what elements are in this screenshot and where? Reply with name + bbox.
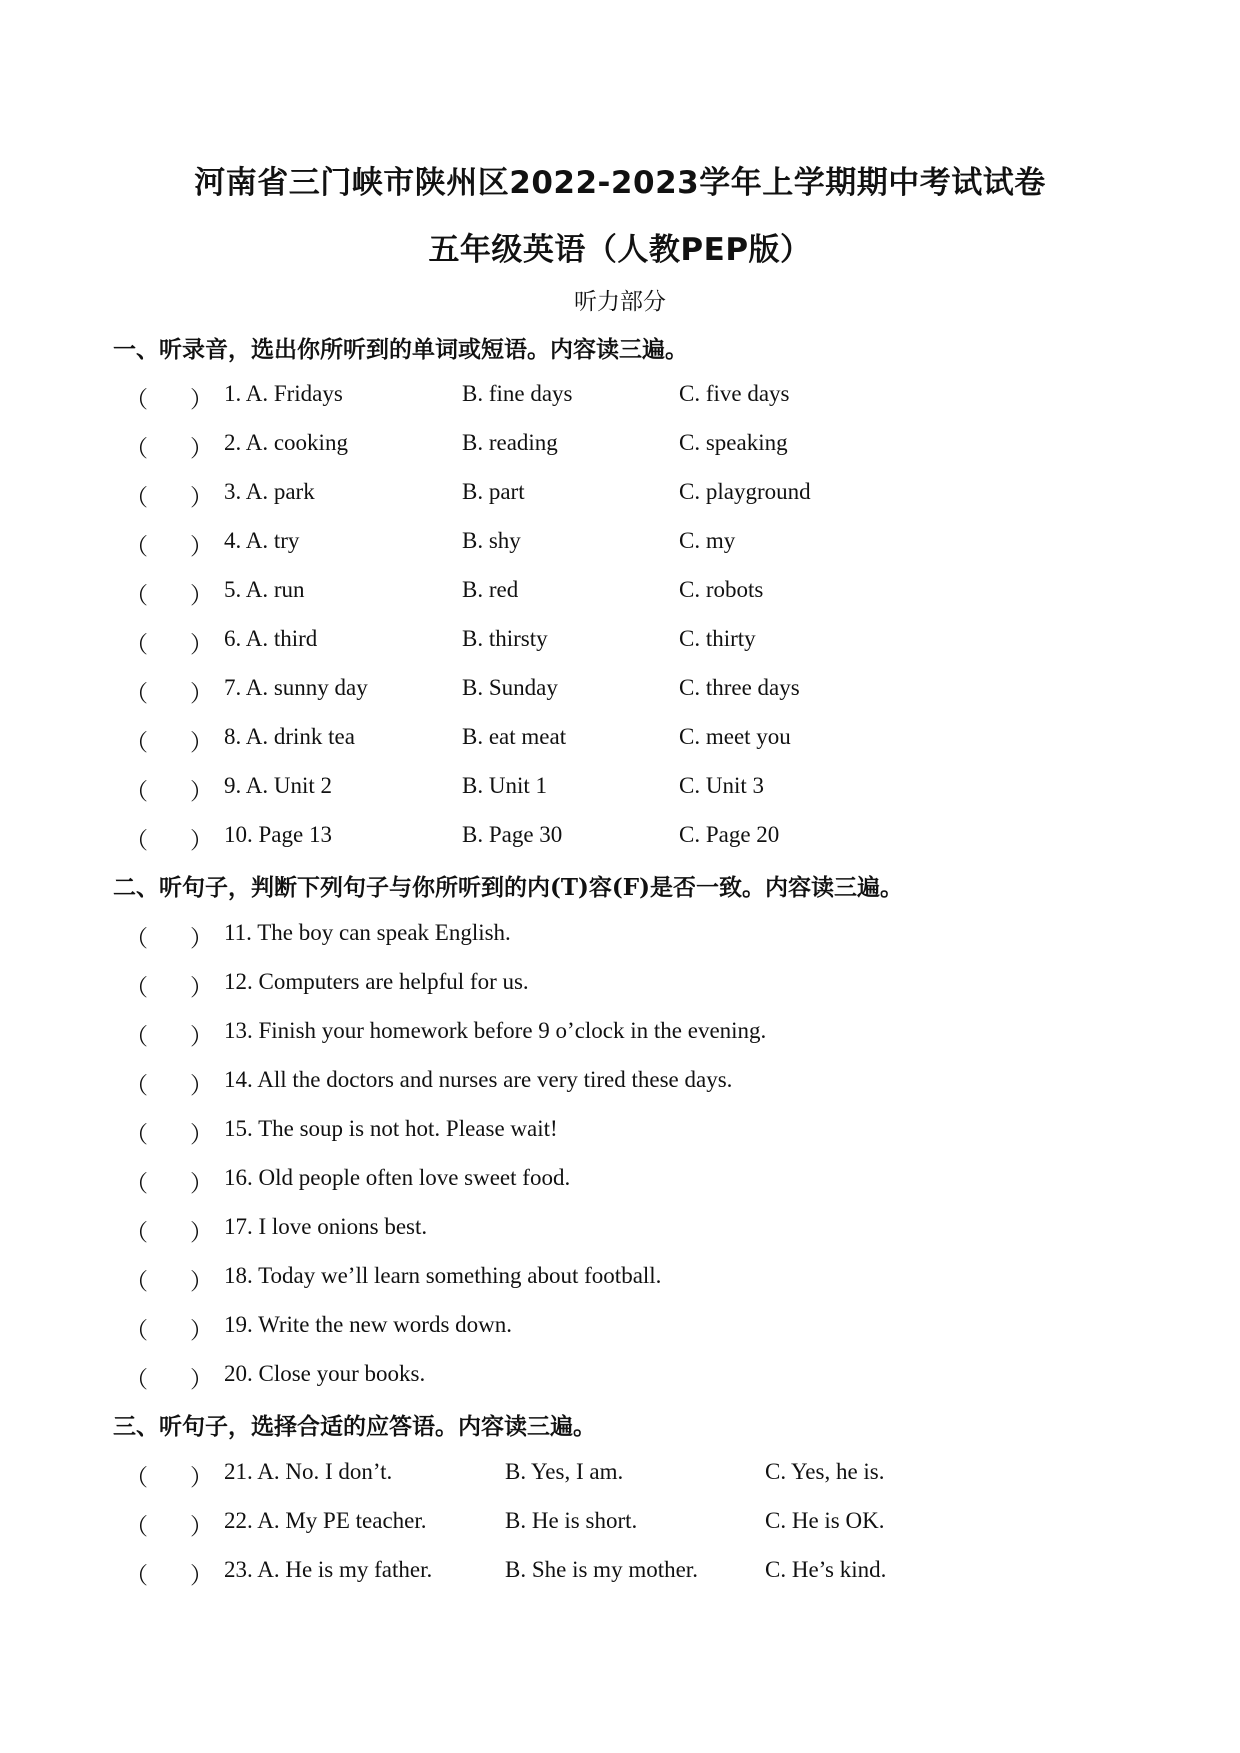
answer-paren-left: （ [125, 1367, 148, 1392]
answer-paren-right: ） [190, 1220, 213, 1245]
answer-paren-left: （ [125, 1514, 148, 1539]
question-row-4 [0, 528, 1240, 568]
statement-text: 14. All the doctors and nurses are very tired these days. [224, 1067, 733, 1092]
statement-text: 19. Write the new words down. [224, 1312, 513, 1337]
answer-paren-right: ） [190, 534, 213, 559]
answer-paren-left: （ [125, 485, 148, 510]
answer-paren-right: ） [190, 387, 213, 412]
statement-text: 12. Computers are helpful for us. [224, 969, 529, 994]
statement-text: 17. I love onions best. [224, 1214, 428, 1239]
statement-row-11 [0, 920, 1240, 960]
answer-paren-right: ） [190, 632, 213, 657]
question-row-9 [0, 773, 1240, 813]
answer-paren-left: （ [125, 1318, 148, 1343]
option-a: 10. Page 13 [224, 822, 332, 847]
answer-paren-left: （ [125, 632, 148, 657]
statement-row-13 [0, 1018, 1240, 1058]
option-c: C. speaking [679, 430, 788, 455]
statement-row-20 [0, 1361, 1240, 1401]
option-b: B. Page 30 [462, 822, 563, 847]
answer-paren-left: （ [125, 1220, 148, 1245]
option-a: 23. A. He is my father. [224, 1557, 433, 1582]
answer-paren-right: ） [190, 779, 213, 804]
option-c: C. He is OK. [765, 1508, 885, 1533]
answer-paren-left: （ [125, 436, 148, 461]
answer-paren-right: ） [190, 1024, 213, 1049]
statement-row-15 [0, 1116, 1240, 1156]
option-c: C. playground [679, 479, 811, 504]
answer-paren-right: ） [190, 1563, 213, 1588]
option-c: C. Page 20 [679, 822, 780, 847]
option-c: C. robots [679, 577, 764, 602]
option-b: B. Sunday [462, 675, 558, 700]
option-c: C. five days [679, 381, 790, 406]
option-b: B. reading [462, 430, 558, 455]
option-a: 9. A. Unit 2 [224, 773, 332, 798]
question-row-23 [0, 1557, 1240, 1597]
answer-paren-right: ） [190, 1465, 213, 1490]
question-row-21 [0, 1459, 1240, 1499]
answer-paren-right: ） [190, 436, 213, 461]
option-a: 21. A. No. I don’t. [224, 1459, 393, 1484]
section-2-heading: 二、听句子，判断下列句子与你所听到的内(T)容(F)是否一致。内容读三遍。 [113, 874, 903, 901]
option-a: 7. A. sunny day [224, 675, 368, 700]
section-1-heading: 一、听录音，选出你所听到的单词或短语。内容读三遍。 [113, 336, 688, 363]
question-row-10 [0, 822, 1240, 862]
option-a: 2. A. cooking [224, 430, 348, 455]
option-c: C. meet you [679, 724, 791, 749]
answer-paren-left: （ [125, 1171, 148, 1196]
question-row-6 [0, 626, 1240, 666]
option-a: 4. A. try [224, 528, 300, 553]
option-c: C. Yes, he is. [765, 1459, 885, 1484]
answer-paren-left: （ [125, 1465, 148, 1490]
answer-paren-left: （ [125, 1024, 148, 1049]
option-a: 8. A. drink tea [224, 724, 355, 749]
statement-row-16 [0, 1165, 1240, 1205]
answer-paren-right: ） [190, 730, 213, 755]
statement-text: 20. Close your books. [224, 1361, 426, 1386]
section-part-label: 听力部分 [574, 289, 666, 315]
answer-paren-right: ） [190, 485, 213, 510]
exam-subtitle-grade: 五年级英语（人教PEP版） [428, 232, 812, 268]
option-c: C. Unit 3 [679, 773, 764, 798]
option-a: 5. A. run [224, 577, 305, 602]
answer-paren-left: （ [125, 681, 148, 706]
statement-row-17 [0, 1214, 1240, 1254]
answer-paren-right: ） [190, 1171, 213, 1196]
answer-paren-right: ） [190, 1122, 213, 1147]
question-row-2 [0, 430, 1240, 470]
option-c: C. thirty [679, 626, 756, 651]
answer-paren-right: ） [190, 828, 213, 853]
answer-paren-right: ） [190, 926, 213, 951]
option-a: 3. A. park [224, 479, 315, 504]
statement-text: 16. Old people often love sweet food. [224, 1165, 571, 1190]
question-row-5 [0, 577, 1240, 617]
option-b: B. Unit 1 [462, 773, 547, 798]
answer-paren-right: ） [190, 1367, 213, 1392]
answer-paren-right: ） [190, 975, 213, 1000]
option-b: B. part [462, 479, 525, 504]
answer-paren-right: ） [190, 583, 213, 608]
answer-paren-left: （ [125, 1073, 148, 1098]
option-b: B. fine days [462, 381, 573, 406]
statement-text: 18. Today we’ll learn something about football. [224, 1263, 662, 1288]
option-b: B. red [462, 577, 519, 602]
option-a: 6. A. third [224, 626, 318, 651]
question-row-1 [0, 381, 1240, 421]
answer-paren-left: （ [125, 1563, 148, 1588]
statement-row-18 [0, 1263, 1240, 1303]
answer-paren-right: ） [190, 681, 213, 706]
answer-paren-left: （ [125, 779, 148, 804]
answer-paren-right: ） [190, 1318, 213, 1343]
question-row-3 [0, 479, 1240, 519]
answer-paren-left: （ [125, 730, 148, 755]
answer-paren-left: （ [125, 1122, 148, 1147]
answer-paren-right: ） [190, 1269, 213, 1294]
answer-paren-right: ） [190, 1514, 213, 1539]
question-row-7 [0, 675, 1240, 715]
exam-title: 河南省三门峡市陕州区2022-2023学年上学期期中考试试卷 [194, 165, 1046, 201]
option-b: B. eat meat [462, 724, 567, 749]
option-b: B. She is my mother. [505, 1557, 698, 1582]
option-b: B. Yes, I am. [505, 1459, 624, 1484]
option-b: B. shy [462, 528, 521, 553]
section-3-heading: 三、听句子，选择合适的应答语。内容读三遍。 [113, 1413, 596, 1440]
option-a: 1. A. Fridays [224, 381, 343, 406]
option-b: B. thirsty [462, 626, 548, 651]
option-a: 22. A. My PE teacher. [224, 1508, 427, 1533]
option-c: C. three days [679, 675, 800, 700]
statement-row-14 [0, 1067, 1240, 1107]
answer-paren-left: （ [125, 975, 148, 1000]
answer-paren-left: （ [125, 828, 148, 853]
question-row-8 [0, 724, 1240, 764]
statement-text: 15. The soup is not hot. Please wait! [224, 1116, 558, 1141]
option-c: C. He’s kind. [765, 1557, 887, 1582]
answer-paren-left: （ [125, 583, 148, 608]
answer-paren-left: （ [125, 1269, 148, 1294]
question-row-22 [0, 1508, 1240, 1548]
answer-paren-left: （ [125, 387, 148, 412]
answer-paren-right: ） [190, 1073, 213, 1098]
statement-text: 13. Finish your homework before 9 o’clock in the evening. [224, 1018, 767, 1043]
statement-text: 11. The boy can speak English. [224, 920, 511, 945]
option-b: B. He is short. [505, 1508, 638, 1533]
option-c: C. my [679, 528, 736, 553]
answer-paren-left: （ [125, 534, 148, 559]
statement-row-12 [0, 969, 1240, 1009]
answer-paren-left: （ [125, 926, 148, 951]
statement-row-19 [0, 1312, 1240, 1352]
